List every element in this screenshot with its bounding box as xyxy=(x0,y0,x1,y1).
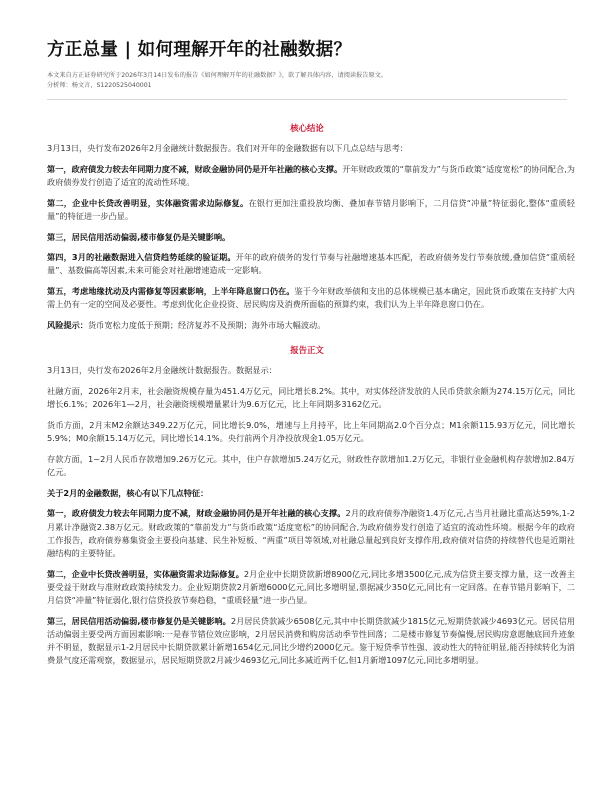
summary-point-1-bold: 第一，政府债发力较去年同期力度不减，财政金融协同仍是开年社融的核心支撑。 xyxy=(47,163,343,174)
feature-1 xyxy=(47,507,575,560)
summary-point-2-text: 在银行更加注重投放均衡、叠加春节错月影响下，二月信贷“冲量”特征弱化,整体“重质轻量”的特征进一步凸显。 xyxy=(47,197,575,221)
summary-point-2 xyxy=(47,197,575,223)
feature-3 xyxy=(47,615,575,668)
feature-2 xyxy=(47,568,575,608)
summary-point-4-text: 开年的政府债务的发行节奏与社融增速基本匹配，若政府债务发行节奏放缓,叠加信贷“重质轻量”、基数偏高等因素,未来可能会对社融增速造成一定影响。 xyxy=(47,252,575,276)
summary-point-5-bold: 第五，考虑地缘扰动及内需修复等因素影响，上半年降息窗口仍在。 xyxy=(47,286,295,297)
summary-point-3-bold: 第三，居民信用活动偏弱,楼市修复仍是关键影响。 xyxy=(47,231,231,242)
body-paragraph-deposits: 存款方面，1~2月人民币存款增加9.26万亿元。其中，住户存款增加5.24万亿元，财政性存款增加1.2万亿元，非银行业金融机构存款增加2.84万亿元。 xyxy=(47,453,575,477)
page-title: 方正总量 | 如何理解开年的社融数据？ xyxy=(47,40,352,60)
divider xyxy=(47,99,567,100)
summary-point-4 xyxy=(47,251,575,277)
summary-point-2-bold: 第二，企业中长贷改善明显，实体融资需求边际修复。 xyxy=(47,197,249,208)
feature-1-bold: 第一，政府债发力较去年同期力度不减，财政金融协同仍是开年社融的核心支撑。 xyxy=(47,508,346,519)
risk-note xyxy=(47,319,575,332)
summary-point-3 xyxy=(47,231,575,244)
summary-intro: 3月13日，央行发布2026年2月金融统计数据报告。我们对开年的金融数据有以下几点总结与思考： xyxy=(47,143,408,153)
risk-label: 风险提示： xyxy=(47,320,88,331)
feature-2-text: 2月企业中长期贷款新增8900亿元,同比多增3500亿元,成为信贷主要支撑力量，这一改善主要受益于财政与准财政政策持续发力。企业短期贷款2月新增6000亿元,同比多增明显,票据减少350亿元,同比有一定回落。在春节错月影响下，二月信贷“冲量”特征弱化,银行信贷投放节奏趋稳，“重质轻量”进一步凸显。 xyxy=(47,568,575,606)
body-paragraph-money-supply: 货币方面，2月末M2余额达349.22万亿元，同比增长9.0%，增速与上月持平，比上年同期高2.0个百分点；M1余额115.93万亿元，同比增长5.9%；M0余额15.14万亿元，同比增长14.1%。央行前两个月净投放现金1.05万亿元。 xyxy=(47,419,576,444)
body-intro: 3月13日，央行发布2026年2月金融统计数据报告。数据显示： xyxy=(47,365,277,376)
summary-point-4-bold: 第四，3月的社融数据进入信贷趋势延续的验证期。 xyxy=(47,252,236,263)
feature-3-bold: 第三，居民信用活动偏弱,楼市修复仍是关键影响。 xyxy=(47,615,231,626)
features-heading xyxy=(47,487,575,500)
summary-point-1-text: 开年财政政策的“靠前发力”与货币政策“适度宽松”的协同配合,为政府债券发行创造了适宜的流动性环境。 xyxy=(47,163,575,187)
body-paragraph-social-financing: 社融方面，2026年2月末，社会融资规模存量为451.4万亿元，同比增长8.2%。其中，对实体经济发放的人民币贷款余额为274.15万亿元，同比增长6.1%；2026年1—2月，社会融资规模增量累计为9.6万亿元，比上年同期多3162亿元。 xyxy=(47,385,575,410)
summary-point-1 xyxy=(47,163,575,189)
source-note: 本文来自方正证券研究所于2026年3月14日发布的报告《如何理解开年的社融数据？》，欲了解具体内容，请阅读报告原文。 xyxy=(47,72,388,79)
body-heading: 报告正文 xyxy=(290,345,324,356)
analyst-line: 分析师：杨文言，S1220525040001 xyxy=(47,82,152,89)
feature-3-text: 2月居民贷款减少6508亿元,其中中长期贷款减少1815亿元,短期贷款减少4693亿元。居民信用活动偏弱主要受两方面因素影响:一是春节错位效应影响，2月居民消费和购房活动季节性回落；二是楼市修复节奏偏慢,居民购房意愿触底回升迹象并不明显，数据显示1-2月居民中长期贷款累计新增1654亿元,同比少增约2000亿元。鉴于短贷季节性强、波动性大的特征明显,能否持续转化为消费景气度还需观察，数据显示，居民短期贷款2月减少4693亿元,同比多减近两千亿,但1月新增1097亿元,同比多增明显。 xyxy=(47,615,575,666)
feature-2-bold: 第二，企业中长贷改善明显，实体融资需求边际修复。 xyxy=(47,568,244,579)
feature-1-text: 2月的政府债券净融资1.4万亿元,占当月社融比重高达59%,1-2月累计净融资2.38万亿元。财政政策的“靠前发力”与货币政策“适度宽松”的协同配合,为政府债券发行创造了适宜的流动性环境。根据今年的政府工作报告，政府债券募集资金主要投向基建、民生补短板、“两重”项目等领域,对社融总量起到良好支撑作用,政府债对信贷的持续替代也是近期社融结构的主要特征。 xyxy=(47,508,575,558)
features-heading-text: 关于2月的金融数据，核心有以下几点特征： xyxy=(47,487,209,498)
summary-point-5-text: 鉴于今年财政举债和支出的总体规模已基本确定，因此货币政策在支持扩大内需上仍有一定的空间及必要性。考虑到优化企业投资、居民购房及消费所面临的预算约束，我们认为上半年降息窗口仍在。 xyxy=(47,286,575,310)
summary-heading: 核心结论 xyxy=(290,123,324,133)
summary-point-5 xyxy=(47,285,575,311)
risk-text: 货币宽松力度低于预期；经济复苏不及预期；海外市场大幅波动。 xyxy=(87,320,326,331)
